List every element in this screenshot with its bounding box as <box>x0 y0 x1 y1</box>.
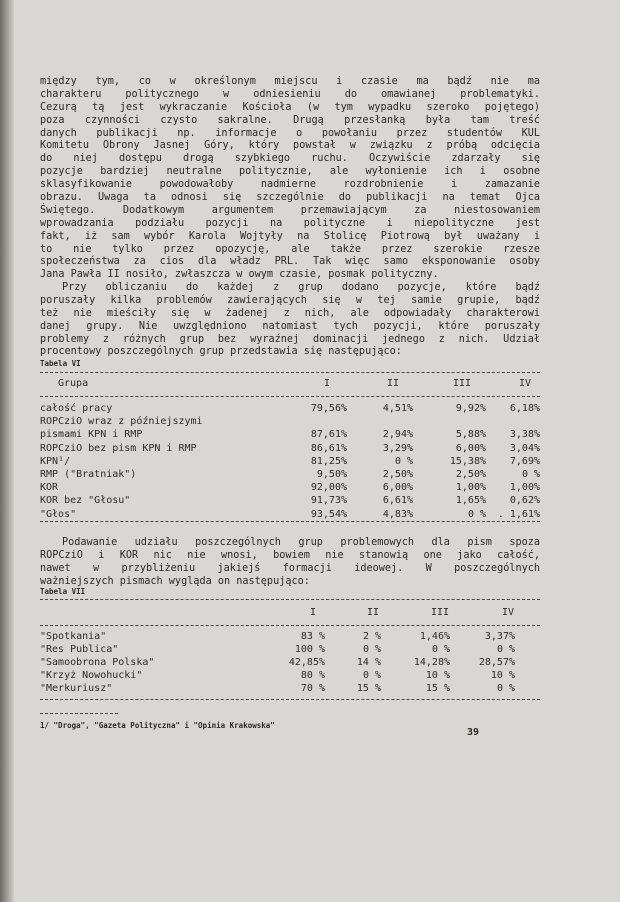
table-row <box>40 670 540 683</box>
text-line: danych publikacji np. informacje o powołaniu przez studentów KUL <box>40 127 540 139</box>
row-label: "Krzyż Nowohucki" <box>40 670 143 681</box>
cell: 10 % <box>490 670 515 681</box>
row-label: "Res Publica" <box>40 644 119 655</box>
text-line: ROPCziO i KOR nic nie wnosi, bowiem nie stanowią one jako całość, <box>40 549 540 561</box>
text-line: nawet w przybliżeniu jakiejś formacji ideowej. W poszczególnych <box>40 562 540 574</box>
text-line: poruszały kilka problemów zawierających się w tej samie grupie, bądź <box>40 294 540 306</box>
cell: IV <box>501 607 515 618</box>
cell: 15,38% <box>449 455 486 467</box>
page-edge-shadow <box>0 0 14 902</box>
cell: 2 % <box>362 631 381 642</box>
cell: 28,57% <box>478 657 515 668</box>
cell: 93,54% <box>310 508 347 520</box>
cell: 3,37% <box>484 631 515 642</box>
table-6-header-rule <box>40 396 540 397</box>
cell: I <box>309 607 317 618</box>
row-label: Grupa <box>58 378 89 389</box>
cell: III <box>452 378 472 389</box>
text-line: Przy obliczaniu do każdej z grup dodano pozycje, które bądź <box>62 282 540 293</box>
table-row <box>40 644 540 657</box>
row-label: "Głos" <box>40 508 77 520</box>
cell: II <box>366 607 380 618</box>
cell: 5,88% <box>455 429 486 441</box>
cell: 14,28% <box>413 657 450 668</box>
row-label: ROPCziO wraz z późniejszymi <box>40 416 203 428</box>
cell: 42,85% <box>288 657 325 668</box>
cell: 15 % <box>356 683 381 694</box>
cell: 0 % <box>521 469 540 480</box>
cell: 1,00% <box>509 482 540 494</box>
cell: 4,83% <box>382 508 413 520</box>
row-label: całość pracy <box>40 403 113 414</box>
table-row <box>40 657 540 670</box>
cell: 0,62% <box>509 495 540 507</box>
cell: 70 % <box>300 683 325 694</box>
cell: 14 % <box>356 657 381 668</box>
table-row <box>40 631 540 644</box>
table-header <box>40 607 540 620</box>
row-label: RMP ("Bratniak") <box>40 469 137 480</box>
row-label: "Spotkania" <box>40 631 107 642</box>
table-row <box>40 683 540 696</box>
text-line: wprowadzania podziału pozycji na polityczne i niepolityczne jest <box>40 217 540 229</box>
table-row <box>40 429 540 442</box>
table-row <box>40 469 540 482</box>
cell: 2,94% <box>382 429 413 441</box>
cell: 81,25% <box>310 455 347 467</box>
cell: . 1,61% <box>497 508 540 520</box>
text-line: Cezurą tą jest wykraczanie Kościoła (w tym wypadku szeroko pojętego) <box>40 101 540 113</box>
row-label: KPN¹/ <box>40 455 71 467</box>
cell: 0 % <box>362 644 381 655</box>
cell: 4,51% <box>382 403 413 414</box>
text-line: problemy z różnych grup bez wyraźnej dominacji jednego z nich. Udział <box>40 333 540 345</box>
text-line: charakteru politycznego w odniesieniu do omawianej problematyki. <box>40 88 540 100</box>
table-row <box>40 456 540 469</box>
cell: 6,61% <box>382 495 413 507</box>
table-7-label: Tabela VII <box>40 587 86 596</box>
cell: 83 % <box>300 631 325 642</box>
cell: 15 % <box>425 683 450 694</box>
table-6-label: Tabela VI <box>40 359 81 368</box>
text-line: Podawanie udziału poszczególnych grup problemowych dla pism spoza <box>62 537 540 548</box>
paragraph-3 <box>40 537 540 589</box>
text-line: procentowy poszczególnych grup przedstawia się następująco: <box>40 346 402 358</box>
cell: 3,38% <box>509 429 540 441</box>
table-7-bottom-rule <box>40 699 540 700</box>
cell: 0 % <box>496 683 515 694</box>
table-6-bottom-rule <box>40 521 540 522</box>
cell: 79,56% <box>310 403 347 414</box>
cell: 0 % <box>362 670 381 681</box>
text-line: do niej dostępu drogą szybkiego ruchu. Oczywiście zdarzały się <box>40 153 540 165</box>
cell: 87,61% <box>310 429 347 441</box>
cell: 1,46% <box>419 631 450 642</box>
text-line: też nie mieściły się w żadenej z nich, ale odpowiadały charakterowi <box>40 307 540 319</box>
table-7-header-rule <box>40 625 540 626</box>
text-line: Świętego. Dodatkowym argumentem przemawiającym za niestosowaniem <box>40 204 540 216</box>
table-row <box>40 495 540 508</box>
cell: 0 % <box>394 455 413 467</box>
text-line: Komitetu Obrony Jasnej Góry, który powstał w związku z próbą odcięcia <box>40 140 540 152</box>
cell: 1,00% <box>455 482 486 494</box>
cell: 92,00% <box>310 482 347 494</box>
cell: 91,73% <box>310 495 347 507</box>
cell: 80 % <box>300 670 325 681</box>
table-row <box>40 403 540 416</box>
row-label: "Merkuriusz" <box>40 683 113 694</box>
text-line: Jana Pawła II nosiło, zwłaszcza w owym czasie, posmak polityczny. <box>40 269 439 281</box>
cell: 86,61% <box>310 442 347 454</box>
text-line: fakt, iż sam wybór Karola Wojtyły na Stolicę Piotrową był uważany i <box>40 230 540 242</box>
cell: III <box>430 607 450 618</box>
text-line: pozycje bardziej neutralne politycznie, ale wyłonienie ich i osobne <box>40 166 540 178</box>
cell: 0 % <box>496 644 515 655</box>
cell: IV <box>518 378 532 389</box>
cell: 2,50% <box>382 469 413 480</box>
cell: 3,29% <box>382 442 413 454</box>
cell: 0 % <box>431 644 450 655</box>
cell: 6,00% <box>455 442 486 454</box>
cell: 6,18% <box>509 403 540 414</box>
row-label: pismami KPN i RMP <box>40 429 143 441</box>
text-line: sklasyfikowanie powodowałoby nadmierne rozdrobnienie i zamazanie <box>40 179 540 191</box>
table-row <box>40 416 540 429</box>
table-6-top-rule <box>40 372 540 373</box>
table-header <box>40 378 540 391</box>
text-line: między tym, co w określonym miejscu i czasie ma bądź nie ma <box>40 76 540 87</box>
cell: 0 % <box>467 508 486 520</box>
paragraph-1 <box>40 76 540 282</box>
text-line: danej grupy. Nie uwzględniono natomiast tych pozycji, które poruszały <box>40 320 540 332</box>
page-number: 39 <box>467 727 480 738</box>
footnote-rule <box>40 713 118 714</box>
cell: I <box>323 378 331 389</box>
cell: 9,92% <box>455 403 486 414</box>
text-line: ważniejszych pismach wygląda on następująco: <box>40 575 310 587</box>
cell: 100 % <box>294 644 325 655</box>
text-line: to nie tylko przez opozycję, ale także przez szerokie rzesze <box>40 243 540 255</box>
cell: II <box>386 378 400 389</box>
text-line: poza czynności czysto sakralne. Drugą przesłanką była tam treść <box>40 114 540 126</box>
cell: 3,04% <box>509 442 540 454</box>
cell: 9,50% <box>316 469 347 480</box>
cell: 6,00% <box>382 482 413 494</box>
cell: 10 % <box>425 670 450 681</box>
cell: 2,50% <box>455 469 486 480</box>
row-label: "Samoobrona Polska" <box>40 657 155 668</box>
row-label: KOR <box>40 482 59 494</box>
table-7-top-rule <box>40 599 540 600</box>
text-line: obrazu. Uwaga ta odnosi się szczególnie do publikacji na temat Ojca <box>40 192 540 204</box>
table-row <box>40 509 540 522</box>
text-line: społeczeństwa za cios dla władz PRL. Tak więc samo eksponowanie osoby <box>40 256 540 268</box>
cell: 7,69% <box>509 455 540 467</box>
paragraph-2 <box>40 282 540 359</box>
footnote: 1/ "Droga", "Gazeta Polityczna" i "Opinia Krakowska" <box>40 721 275 730</box>
table-row <box>40 443 540 456</box>
cell: 1,65% <box>455 495 486 507</box>
table-row <box>40 482 540 495</box>
row-label: ROPCziO bez pism KPN i RMP <box>40 442 197 454</box>
row-label: KOR bez "Głosu" <box>40 495 131 507</box>
